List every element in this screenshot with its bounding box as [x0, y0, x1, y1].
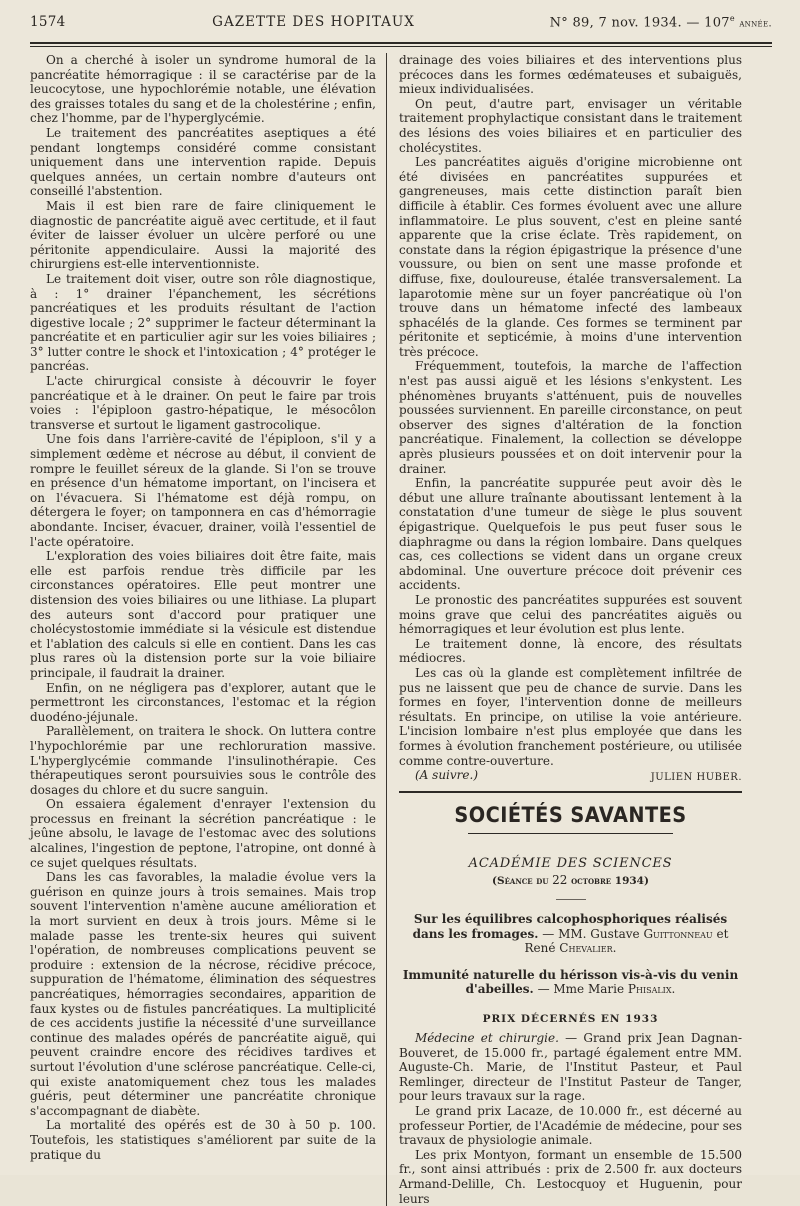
seance-label: (Séance du — [492, 875, 549, 888]
prix-paragraph: Les prix Montyon, formant un ensemble de 15.500 fr., sont ainsi attribués : prix de 2.500 fr. aux docteurs Armand-Delille, Ch. Lestocquoy et Huguenin, pour leurs — [399, 1147, 742, 1206]
left-paragraph: Dans les cas favorables, la maladie évolue vers la guérison en quinze jours à trois semaines. Mais trop souvent l'intervention n'amène aucune amélioration et la mort survient en deux à trois jours. Même si le malade passe les trente-six heures qui suivent l'opération, de nombreuses complications peuvent se produire : extension de la nécrose, récidive précoce, suppuration de l'hématome, élimination des séquestres pancréatiques, hémorragies secondaires, apparition de faux kystes ou de fistules pancréatiques. La multiplicité de ces accidents justifie la nécessité d'une surveillance continue des malades opérés de pancréatite aiguë, qui peuvent craindre encore des récidives tardives et surtout l'évolution d'une sclérose pancréatique. Celle-ci, qui existe anatomiquement chez tous les malades guéris, peut déterminer une pancréatite chronique s'accompagnant de diabète. — [30, 870, 376, 1118]
right-paragraph: Fréquemment, toutefois, la marche de l'affection n'est pas aussi aiguë et les lésions s'enkystent. Les phénomènes bruyants s'atténuent, puis de nouvelles poussées surviennent. En pareille circonstance, on peut observer des signes d'altération de la fonction pancréatique. Finalement, la collection se développe après plusieurs poussées et on doit intervenir pour la drainer. — [399, 359, 742, 476]
communication-title: Immunité naturelle du hérisson vis-à-vis du venin d'abeilles. — [402, 967, 739, 997]
right-paragraph: Le pronostic des pancréatites suppurées est souvent moins grave que celui des pancréatites aiguës ou hémorragiques et leur évolution est plus lente. — [399, 592, 742, 637]
right-column — [386, 53, 742, 1206]
right-paragraph: Enfin, la pancréatite suppurée peut avoir dès le début une allure traînante aboutissant lentement à la constatation d'une tumeur de siège le plus souvent épigastrique. Quelquefois le pus peut fuser sous le diaphragme ou dans la région lombaire. Dans quelques cas, ces collections se vident dans un organe creux abdominal. Une ouverture précoce doit prévenir ces accidents. — [399, 476, 742, 593]
a-suivre: (A suivre.) — [415, 768, 478, 783]
seance-date: 22 — [552, 873, 568, 888]
two-column-body — [30, 53, 772, 1206]
article-signoff — [399, 768, 742, 785]
prix-paragraph — [399, 1031, 742, 1104]
section-rule — [399, 791, 742, 793]
communication-authors-prefix: — Mme Marie — [537, 982, 628, 997]
left-paragraph: Le traitement des pancréatites aseptiques a été pendant longtemps considéré comme consistant uniquement dans une intervention rapide. Depuis quelques années, un certain nombre d'auteurs ont conseillé l'abstention. — [30, 125, 376, 199]
left-paragraph: Une fois dans l'arrière-cavité de l'épiploon, s'il y a simplement œdème et nécrose au début, il convient de rompre le feuillet séreux de la glande. Si l'on se trouve en présence d'un hématome important, on l'incisera et on l'évacuera. Si l'hématome est déjà rompu, on détergera le foyer; on tamponnera en cas d'hémorragie abondante. Inciser, évacuer, drainer, voilà l'essentiel de l'acte opératoire. — [30, 432, 376, 549]
communication-item — [399, 968, 742, 997]
left-paragraph: La mortalité des opérés est de 30 à 50 p. 100. Toutefois, les statistiques s'améliorent par suite de la pratique du — [30, 1118, 376, 1162]
academy-name: ACADÉMIE DES SCIENCES — [468, 856, 673, 872]
communication-authors-mid: et René — [524, 926, 729, 956]
prix-paragraph: Le grand prix Lacaze, de 10.000 fr., est décerné au professeur Portier, de l'Académie de médecine, pour ses travaux de physiologie animale. — [399, 1104, 742, 1148]
right-paragraph: Le traitement donne, là encore, des résultats médiocres. — [399, 636, 742, 666]
prix-category: Médecine et chirurgie. — [415, 1031, 559, 1046]
header-rule — [30, 42, 772, 47]
right-paragraph: Les cas où la glande est complètement infiltrée de pus ne laissent que peu de chance de survie. Dans les formes en foyer, l'intervention donne de meilleurs résultats. En principe, on utilise la voie antérieure. L'incision lombaire n'est plus employée que dans les formes à évolution franchement postérieure, ou utilisée comme contre-ouverture. — [399, 665, 742, 768]
communication-item — [399, 912, 742, 956]
communication-authors-suffix: . — [612, 941, 617, 956]
right-paragraph: Les pancréatites aiguës d'origine microbienne ont été divisées en pancréatites suppurées et gangreneuses, mais cette distinction paraît bien difficile à établir. Ces formes évoluent avec une allure inflammatoire. Le plus souvent, c'est en pleine santé apparente que la crise éclate. Très rapidement, on constate dans la région épigastrique la présence d'une voussure, ou bien on sent une masse profonde et diffuse, fixe, douloureuse, étalée transversalement. La laparotomie mène sur un foyer pancréatique où l'on trouve dans un hématome infecté des lambeaux sphacélés de la glande. Ces formes se terminent par péritonite et septicémie, à moins d'une intervention très précoce. — [399, 155, 742, 359]
communication-author: Phisalix — [627, 982, 672, 997]
issue-annee: année. — [739, 17, 772, 30]
right-paragraph: drainage des voies biliaires et des interventions plus précoces dans les formes œdémateuses et subaiguës, mieux individualisées. — [399, 53, 742, 97]
left-paragraph: Enfin, on ne négligera pas d'explorer, autant que le permettront les circonstances, l'estomac et la région duodéno-jéjunale. — [30, 680, 376, 724]
left-paragraph: L'exploration des voies biliaires doit être faite, mais elle est parfois rendue très difficile par les circonstances opératoires. Elle peut montrer une distension des voies biliaires ou une lithiase. La plupart des auteurs sont d'accord pour pratiquer une cholécystostomie immédiate si la vésicule est distendue et l'ablation des calculs si elle en contient. Dans les cas plus rares où la distension porte sur la voie biliaire principale, il faudrait la drainer. — [30, 549, 376, 680]
journal-title: GAZETTE DES HOPITAUX — [212, 14, 415, 31]
communication-title: Sur les équilibres calcophosphoriques réalisés dans les fromages. — [412, 912, 728, 941]
prix-text: — Grand prix Jean Dagnan-Bouveret, de 15.000 fr., partagé également entre MM. Auguste-Ch. Marie, de l'Institut Pasteur, et Paul Remlinger, directeur de l'Institut Pasteur de Tanger, pour leurs travaux sur la rage. — [399, 1031, 742, 1104]
running-head — [30, 14, 772, 40]
left-column — [30, 53, 386, 1206]
article-author: JULIEN HUBER. — [650, 772, 742, 784]
communication-authors-suffix: . — [671, 982, 676, 997]
left-paragraph: On essaiera également d'enrayer l'extension du processus en freinant la sécrétion pancréatique : le jeûne absolu, le lavage de l'estomac avec des solutions alcalines, l'ingestion de peptone, l'atropine, ont donné à ce sujet quelques résultats. — [30, 797, 376, 870]
issue-info — [517, 14, 772, 30]
communication-author: Guittonneau — [643, 926, 713, 941]
left-paragraph: On a cherché à isoler un syndrome humoral de la pancréatite hémorragique : il se caractérise par de la leucocytose, une hypochlorémie notable, une élévation des graisses totales du sang et de la cholestérine ; enfin, chez l'homme, par de l'hyperglycémie. — [30, 53, 376, 126]
left-paragraph: Parallèlement, on traitera le shock. On luttera contre l'hypochlorémie par une rechloruration massive. L'hyperglycémie commande l'insulinothérapie. Ces thérapeutiques seront poursuivies sous le contrôle des dosages du chlore et du sucre sanguin. — [30, 724, 376, 797]
seance-line — [399, 873, 742, 887]
divider — [556, 899, 586, 900]
seance-month: octobre 1934) — [571, 875, 649, 888]
left-paragraph: Mais il est bien rare de faire cliniquement le diagnostic de pancréatite aiguë avec certitude, et il faut éviter de laisser évoluer un ulcère perforé ou une péritonite appendiculaire. Aussi la majorité des chirurgiens est-elle interventionniste. — [30, 198, 376, 272]
issue-main: N° 89, 7 nov. 1934. — 107 — [549, 15, 730, 31]
issue-sup: e — [729, 14, 735, 23]
left-paragraph: Le traitement doit viser, outre son rôle diagnostique, à : 1° drainer l'épanchement, les sécrétions pancréatiques et les produits résultant de l'action digestive locale ; 2° supprimer le facteur déterminant la pancréatite et en particulier agir sur les voies biliaires ; 3° lutter contre le shock et l'intoxication ; 4° protéger le pancréas. — [30, 271, 376, 374]
right-paragraph: On peut, d'autre part, envisager un véritable traitement prophylactique consistant dans le traitement des lésions des voies biliaires et en particulier des cholécystites. — [399, 96, 742, 155]
prix-heading: PRIX DÉCERNÉS EN 1933 — [482, 1013, 659, 1026]
communication-authors-prefix: — MM. Gustave — [542, 926, 644, 941]
communication-author: Chevalier — [559, 941, 613, 956]
section-underline — [468, 833, 674, 834]
section-title: SOCIÉTÉS SAVANTES — [454, 803, 687, 828]
page-number: 1574 — [30, 14, 66, 31]
left-paragraph: L'acte chirurgical consiste à découvrir le foyer pancréatique et à le drainer. On peut le faire par trois voies : l'épiploon gastro-hépatique, le mésocôlon transverse et surtout le ligament gastrocolique. — [30, 374, 376, 432]
